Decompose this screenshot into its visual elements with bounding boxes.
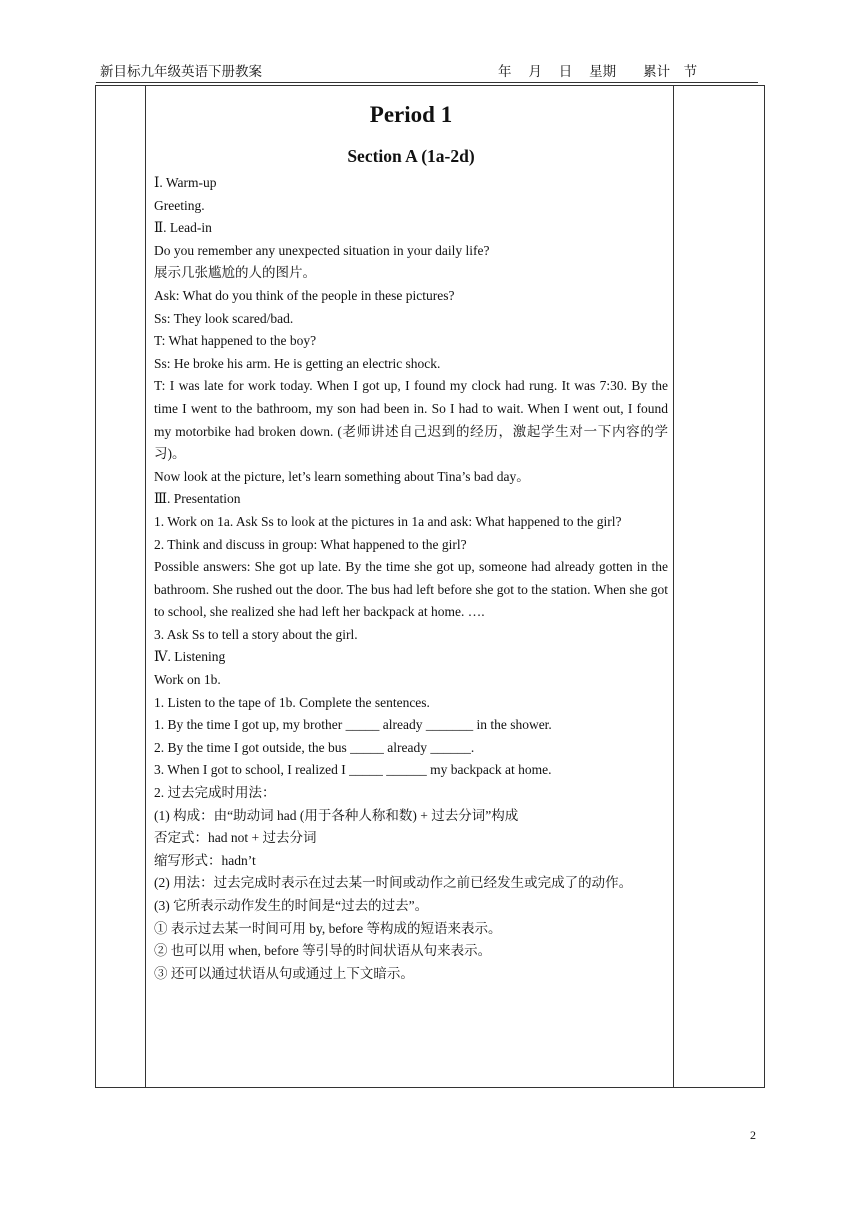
text-paragraph: 1. Work on 1a. Ask Ss to look at the pictures in 1a and ask: What happened to the girl? [154, 513, 622, 529]
text-line: 2. 过去完成时用法： [154, 785, 276, 801]
text-line: 2. Think and discuss in group: What happened to the girl? [154, 536, 467, 552]
heading-presentation: Ⅲ. Presentation [154, 491, 241, 507]
section-title: Section A (1a-2d) [347, 146, 475, 166]
text-line: 3. Ask Ss to tell a story about the girl. [154, 626, 358, 642]
period-title: Period 1 [369, 102, 453, 127]
left-column [96, 86, 146, 1087]
exercise-sentence: 1. By the time I got up, my brother _____ already _______ in the shower. [154, 717, 552, 733]
heading-warm-up: Ⅰ. Warm-up [154, 175, 217, 190]
text-line: Ss: They look scared/bad. [154, 310, 294, 326]
text-line: ③ 还可以通过状语从句或通过上下文暗示。 [154, 965, 414, 981]
document-title: 新目标九年级英语下册教案 [100, 64, 262, 79]
text-line: (3) 它所表示动作发生的时间是“过去的过去”。 [154, 898, 429, 913]
page-header [100, 62, 760, 82]
page-number: 2 [750, 1128, 756, 1142]
text-line: 缩写形式：hadn’t [154, 852, 256, 868]
text-line: 展示几张尴尬的人的图片。 [154, 265, 316, 281]
text-line: Greeting. [154, 197, 205, 213]
lesson-table [95, 85, 765, 1088]
text-paragraph: Possible answers: She got up late. By the time she got up, someone had already gotten in the bathroom. She rushed out the door. The bus had left before she got to the station. When she got to school, she realized she had left her backpack at home. …. [154, 559, 668, 620]
text-line: 1. Listen to the tape of 1b. Complete the sentences. [154, 694, 430, 710]
text-line: T: What happened to the boy? [154, 333, 317, 349]
text-paragraph: T: I was late for work today. When I got up, I found my clock had rung. It was 7:30. By the time I went to the bathroom, my son had been in. So I had to wait. When I went out, I found my motorbike had broken down. (老师讲述自己迟到的经历，激起学生对一下内容的学习)。 [154, 378, 668, 462]
text-line: Ss: He broke his arm. He is getting an electric shock. [154, 355, 441, 371]
text-line: Now look at the picture, let’s learn something about Tina’s bad day。 [154, 468, 530, 484]
header-rule [96, 82, 758, 83]
text-line: Do you remember any unexpected situation in your daily life? [154, 242, 490, 258]
exercise-sentence: 3. When I got to school, I realized I _____ ______ my backpack at home. [154, 762, 552, 778]
lesson-content [146, 86, 674, 1087]
text-paragraph: (2) 用法：过去完成时表示在过去某一时间或动作之前已经发生或完成了的动作。 [154, 875, 633, 891]
text-line: Ask: What do you think of the people in these pictures? [154, 287, 455, 303]
right-column [673, 86, 764, 1087]
text-line: Work on 1b. [154, 672, 221, 688]
text-line: ② 也可以用 when, before 等引导的时间状语从句来表示。 [154, 943, 492, 959]
heading-listening: Ⅳ. Listening [154, 649, 226, 665]
date-fields: 年 月 日 星期 累计 节 [498, 64, 698, 79]
text-line: ① 表示过去某一时间可用 by, before 等构成的短语来表示。 [154, 920, 502, 936]
heading-lead-in: Ⅱ. Lead-in [154, 220, 212, 236]
exercise-sentence: 2. By the time I got outside, the bus _____ already ______. [154, 739, 475, 755]
text-line: (1) 构成：由“助动词 had (用于各种人称和数) + 过去分词”构成 [154, 807, 519, 823]
text-line: 否定式：had not + 过去分词 [154, 830, 317, 846]
